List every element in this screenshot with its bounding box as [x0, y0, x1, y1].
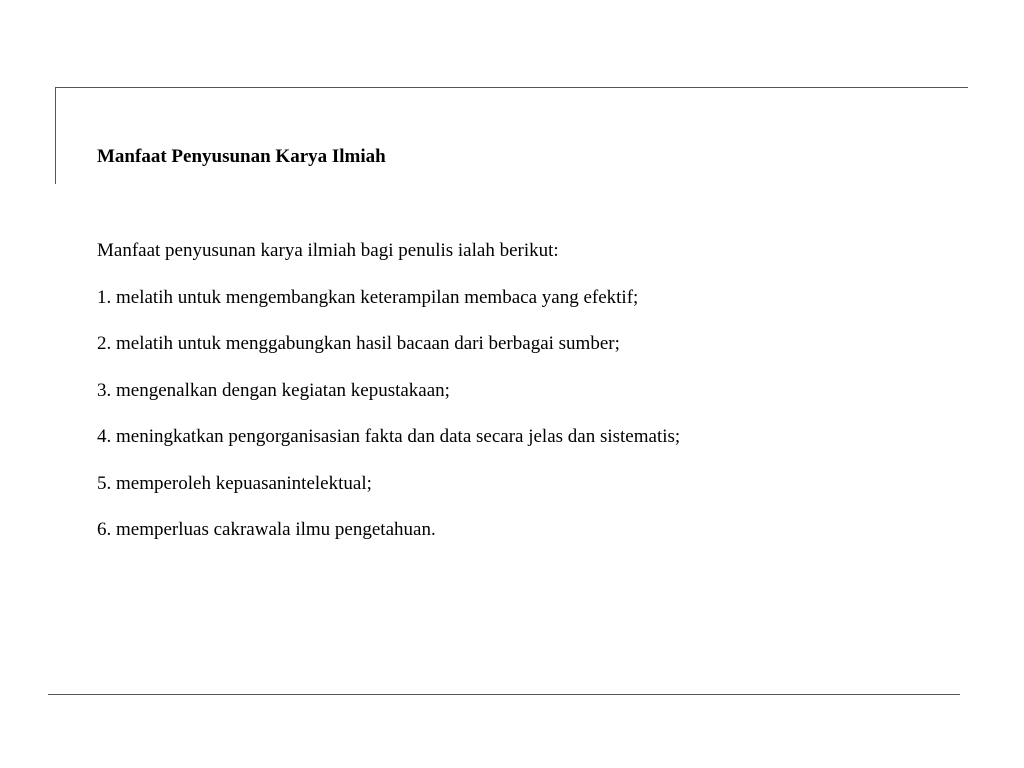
- top-divider-line: [55, 87, 968, 88]
- list-item: 3. mengenalkan dengan kegiatan kepustakaan;: [97, 379, 450, 401]
- list-item: 2. melatih untuk menggabungkan hasil bacaan dari berbagai sumber;: [97, 333, 620, 354]
- list-item: 4. meningkatkan pengorganisasian fakta dan data secara jelas dan sistematis;: [97, 426, 681, 447]
- page-title: Manfaat Penyusunan Karya Ilmiah: [97, 146, 386, 167]
- left-divider-line: [55, 87, 56, 184]
- bottom-divider-line: [48, 694, 960, 695]
- list-item: 1. melatih untuk mengembangkan keterampilan membaca yang efektif;: [97, 286, 639, 308]
- list-item: 6. memperluas cakrawala ilmu pengetahuan.: [97, 519, 436, 540]
- list-item: 5. memperoleh kepuasanintelektual;: [97, 472, 372, 494]
- intro-text: Manfaat penyusunan karya ilmiah bagi penulis ialah berikut:: [97, 240, 559, 261]
- document-body: [97, 239, 680, 565]
